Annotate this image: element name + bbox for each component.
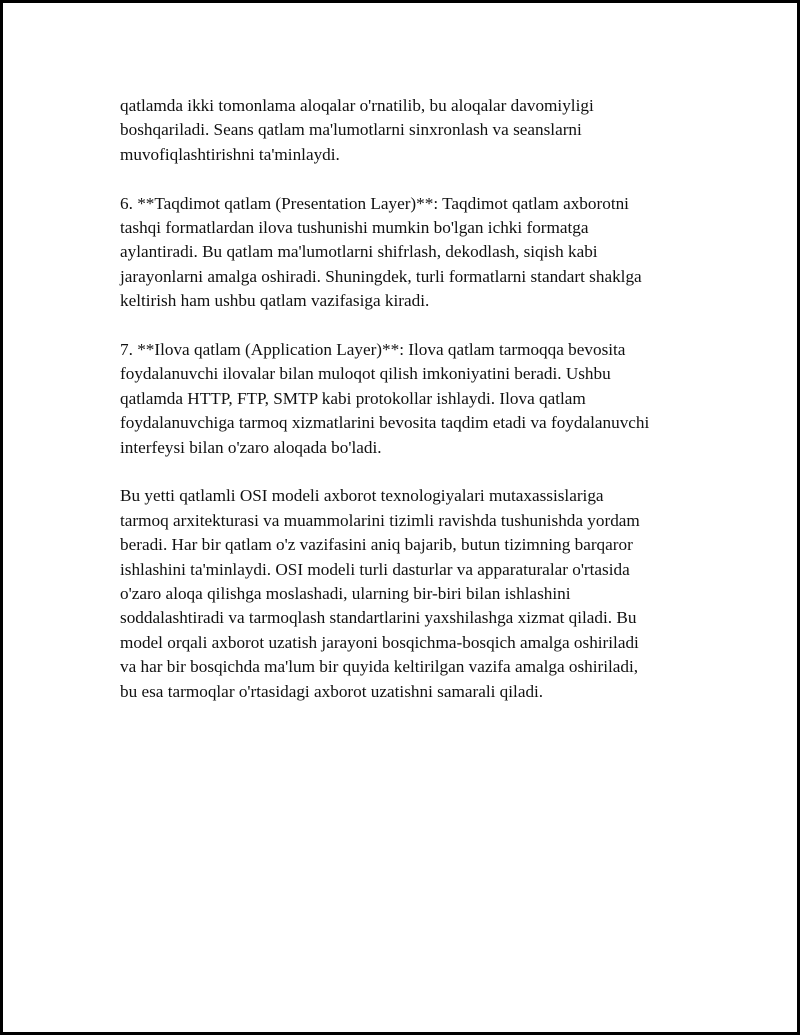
paragraph-osi-summary: Bu yetti qatlamli OSI modeli axborot texnologiyalari mutaxassislariga tarmoq arxitekturasi va muammolarini tizimli ravishda tushunishda yordam beradi. Har bir qatlam o'z vazifasini aniq bajarib, butun tizimning barqaror ishlashini ta'minlaydi. OSI modeli turli dasturlar va apparaturalar o'rtasida o'zaro aloqa qilishga moslashadi, ularning bir-biri bilan ishlashini soddalashtiradi va tarmoqlash standartlarini yaxshilashga xizmat qiladi. Bu model orqali axborot uzatish jarayoni bosqichma-bosqich amalga oshiriladi va har bir bosqichda ma'lum bir quyida keltirilgan vazifa amalga oshiriladi, bu esa tarmoqlar o'rtasidagi axborot uzatishni samarali qiladi. <box>120 486 640 701</box>
paragraph-presentation-layer: 6. **Taqdimot qatlam (Presentation Layer)**: Taqdimot qatlam axborotni tashqi formatlardan ilova tushunishi mumkin bo'lgan ichki formatga aylantiradi. Bu qatlam ma'lumotlarni shifrlash, dekodlash, siqish kabi jarayonlarni amalga oshiradi. Shuningdek, turli formatlarni standart shaklga keltirish ham ushbu qatlam vazifasiga kiradi. <box>120 193 642 311</box>
document-body <box>120 94 710 729</box>
paragraph-session-layer-continuation: qatlamda ikki tomonlama aloqalar o'rnatilib, bu aloqalar davomiyligi boshqariladi. Seans qatlam ma'lumotlarni sinxronlash va seanslarni muvofiqlashtirishni ta'minlaydi. <box>120 96 594 164</box>
paragraph-application-layer: 7. **Ilova qatlam (Application Layer)**: Ilova qatlam tarmoqqa bevosita foydalanuvchi ilovalar bilan muloqot qilish imkoniyatini beradi. Ushbu qatlamda HTTP, FTP, SMTP kabi protokollar ishlaydi. Ilova qatlam foydalanuvchiga tarmoq xizmatlarini bevosita taqdim etadi va foydalanuvchi interfeysi bilan o'zaro aloqada bo'ladi. <box>120 340 650 457</box>
